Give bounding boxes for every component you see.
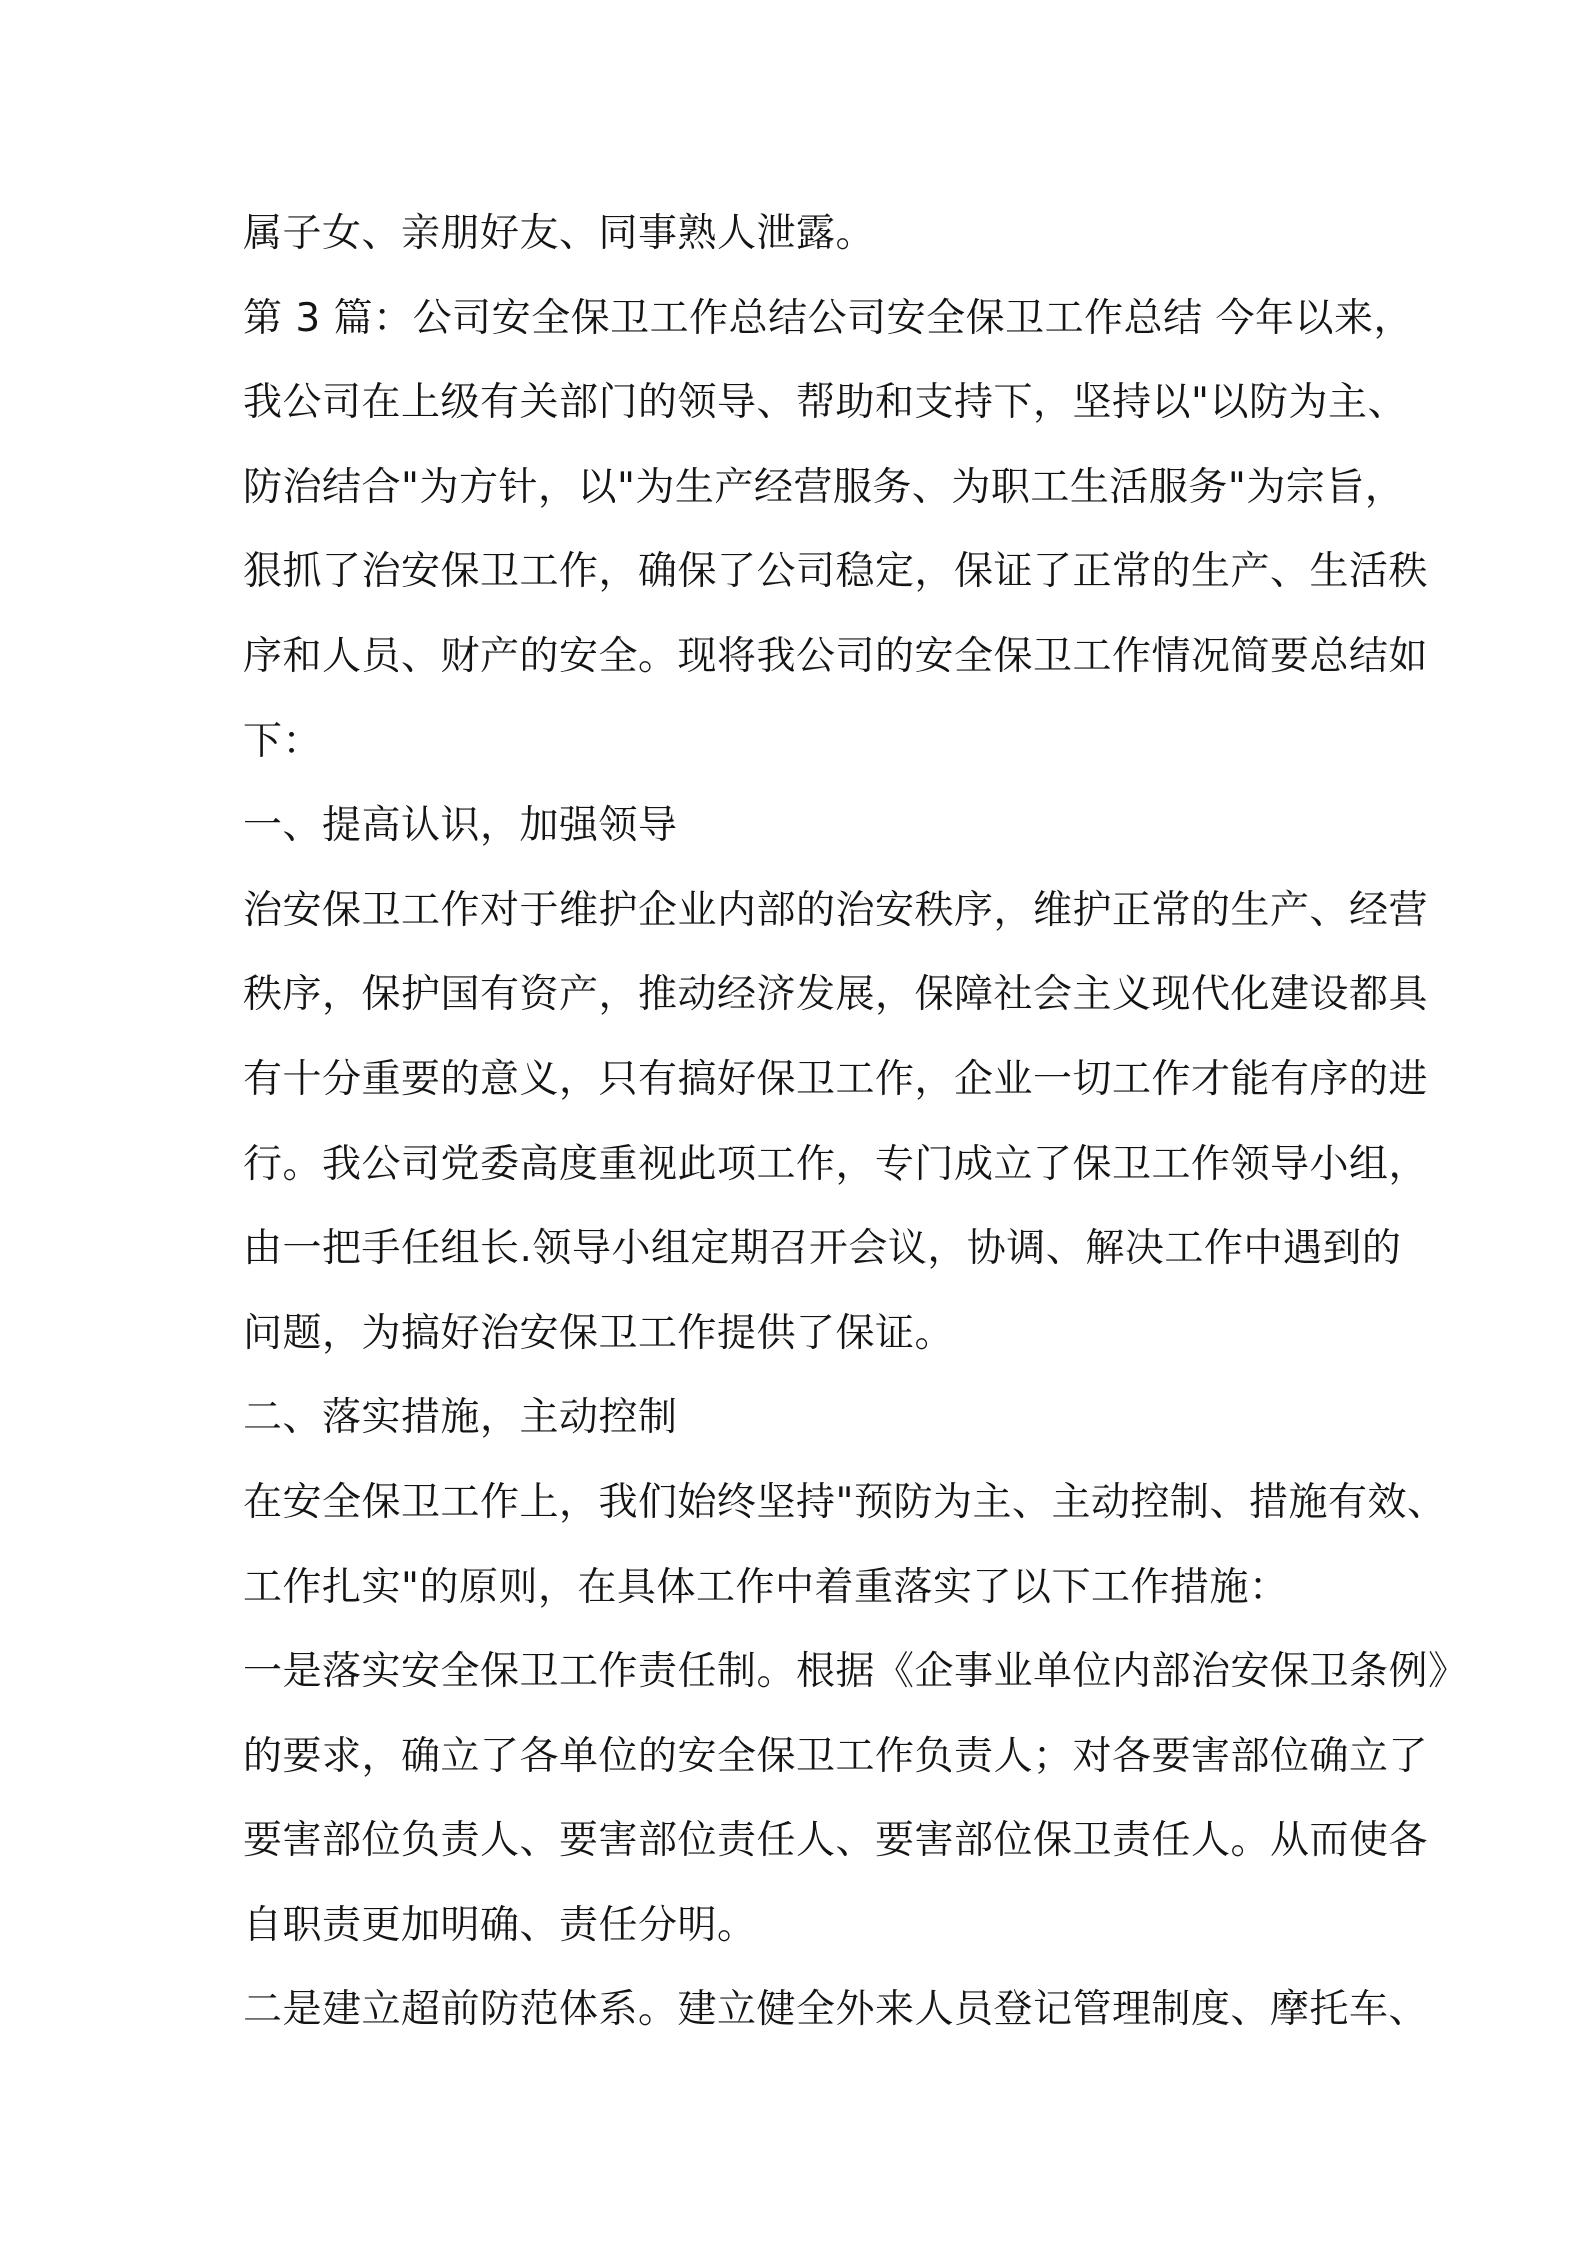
text-line: 自职责更加明确、责任分明。	[243, 1902, 757, 1948]
text-line: 第 3 篇：公司安全保卫工作总结公司安全保卫工作总结 今年以来，	[243, 295, 1414, 341]
text-line: 行。我公司党委高度重视此项工作，专门成立了保卫工作领导小组，	[243, 1141, 1429, 1187]
section-heading: 一、提高认识，加强领导	[243, 803, 678, 849]
text-line: 有十分重要的意义，只有搞好保卫工作，企业一切工作才能有序的进	[243, 1056, 1429, 1102]
text-line: 序和人员、财产的安全。现将我公司的安全保卫工作情况简要总结如	[243, 633, 1429, 679]
section-heading: 二、落实措施，主动控制	[243, 1395, 678, 1441]
text-line: 工作扎实"的原则，在具体工作中着重落实了以下工作措施：	[243, 1564, 1289, 1610]
text-line: 问题，为搞好治安保卫工作提供了保证。	[243, 1310, 955, 1356]
text-line: 在安全保卫工作上，我们始终坚持"预防为主、主动控制、措施有效、	[243, 1479, 1447, 1525]
text-line: 秩序，保护国有资产，推动经济发展，保障社会主义现代化建设都具	[243, 972, 1429, 1018]
text-line: 由一把手任组长.领导小组定期召开会议，协调、解决工作中遇到的	[243, 1226, 1402, 1272]
document-body	[243, 192, 1468, 2053]
text-line: 二是建立超前防范体系。建立健全外来人员登记管理制度、摩托车、	[243, 1987, 1429, 2033]
text-line: 防治结合"为方针，以"为生产经营服务、为职工生活服务"为宗旨，	[243, 464, 1405, 510]
text-line: 的要求，确立了各单位的安全保卫工作负责人；对各要害部位确立了	[243, 1733, 1429, 1779]
text-line: 要害部位负责人、要害部位责任人、要害部位保卫责任人。从而使各	[243, 1818, 1429, 1864]
text-line: 下：	[243, 718, 323, 764]
text-line: 狠抓了治安保卫工作，确保了公司稳定，保证了正常的生产、生活秩	[243, 549, 1429, 595]
text-line: 属子女、亲朋好友、同事熟人泄露。	[243, 211, 876, 256]
text-line: 一是落实安全保卫工作责任制。根据《企事业单位内部治安保卫条例》	[243, 1649, 1468, 1695]
text-line: 我公司在上级有关部门的领导、帮助和支持下，坚持以"以防为主、	[243, 380, 1407, 426]
text-line: 治安保卫工作对于维护企业内部的治安秩序，维护正常的生产、经营	[243, 887, 1429, 933]
